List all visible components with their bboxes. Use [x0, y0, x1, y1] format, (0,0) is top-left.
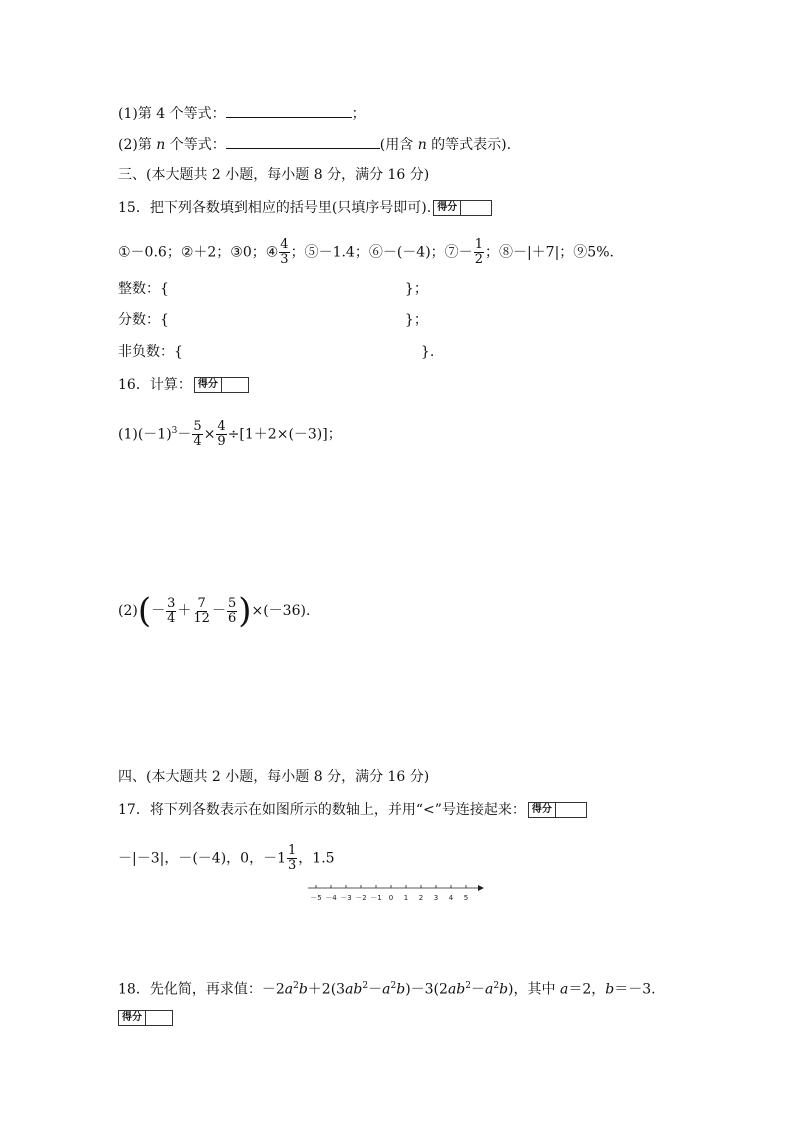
fraction: $\frac{1}{2}$ — [474, 237, 483, 267]
q17-number-list: －|－3|，－(－4)，0，－1 $\frac{1}{3}$ ，1.5 — [118, 843, 335, 873]
fraction: $\frac{7}{12}$ — [193, 595, 210, 626]
fraction: $\frac{5}{6}$ — [227, 595, 237, 626]
fraction: $\frac{1}{3}$ — [288, 843, 297, 873]
section-3-heading: 三、(本大题共 2 小题，每小题 8 分，满分 16 分) — [118, 167, 430, 183]
answer-blank-1[interactable] — [226, 103, 352, 118]
q18-score-row — [118, 1008, 173, 1028]
q14-part2: (2)第 n 个等式： (用含 n 的等式表示). — [118, 134, 511, 155]
axis-tick-label: －3 — [340, 894, 352, 902]
answer-blank-2[interactable] — [226, 134, 380, 149]
number-line[interactable] — [306, 880, 490, 906]
score-box[interactable]: 得分 — [118, 1010, 173, 1026]
q18-prompt: 18．先化简，再求值：$-2a^2b+2(3ab^2-a^2b)-3(2ab^2-a^2b)$，其中 a＝2，b＝－3. — [118, 981, 656, 998]
axis-tick-label: －4 — [325, 894, 337, 902]
q17-prompt: 17．将下列各数表示在如图所示的数轴上，并用“<”号连接起来： 得分 — [118, 800, 587, 820]
axis-tick-label: －5 — [310, 894, 322, 902]
axis-tick-label: －1 — [370, 894, 382, 902]
fraction: $\frac{4}{3}$ — [280, 237, 289, 267]
axis-arrow-icon — [478, 885, 484, 891]
q16-prompt: 16．计算： 得分 — [118, 375, 249, 395]
fraction-row: 分数：{ }； — [118, 312, 428, 328]
fraction: $\frac{4}{9}$ — [217, 419, 226, 449]
q16-part1-expression: $(1)(-1)^3-$ $\frac{5}{4}$ × $\frac{4}{9}$ ÷[1＋2×(－3)]； — [118, 419, 342, 449]
integer-row: 整数：{ }； — [118, 281, 428, 297]
score-box[interactable]: 得分 — [528, 802, 587, 818]
axis-tick-label: 3 — [433, 894, 439, 902]
fraction: $\frac{3}{4}$ — [167, 595, 176, 626]
q16-part2-expression: (2)(－ $\frac{3}{4}$ ＋ $\frac{7}{12}$ － $\frac{5}{6}$ )×(－36). — [118, 591, 311, 631]
score-box[interactable]: 得分 — [433, 200, 492, 216]
axis-tick-label: 1 — [403, 894, 409, 902]
q14-part1: (1)第 4 个等式： ； — [118, 103, 366, 124]
score-box[interactable]: 得分 — [194, 377, 249, 393]
axis-tick-label: 0 — [388, 894, 394, 902]
fraction: $\frac{5}{4}$ — [193, 419, 202, 449]
q15-prompt: 15．把下列各数填到相应的括号里(只填序号即可). 得分 — [118, 198, 492, 218]
nonnegative-row: 非负数：{ }. — [118, 344, 435, 360]
axis-tick-label: 4 — [448, 894, 454, 902]
axis-tick-label: －2 — [355, 894, 367, 902]
q15-number-list: ①－0.6；②＋2；③0；④ $\frac{4}{3}$ ；⑤－1.4；⑥－(－4)；⑦－ $\frac{1}{2}$ ；⑧－|＋7|；⑨5%. — [118, 237, 614, 267]
axis-tick-label: 5 — [463, 894, 469, 902]
section-4-heading: 四、(本大题共 2 小题，每小题 8 分，满分 16 分) — [118, 769, 430, 785]
axis-tick-label: 2 — [418, 894, 424, 902]
